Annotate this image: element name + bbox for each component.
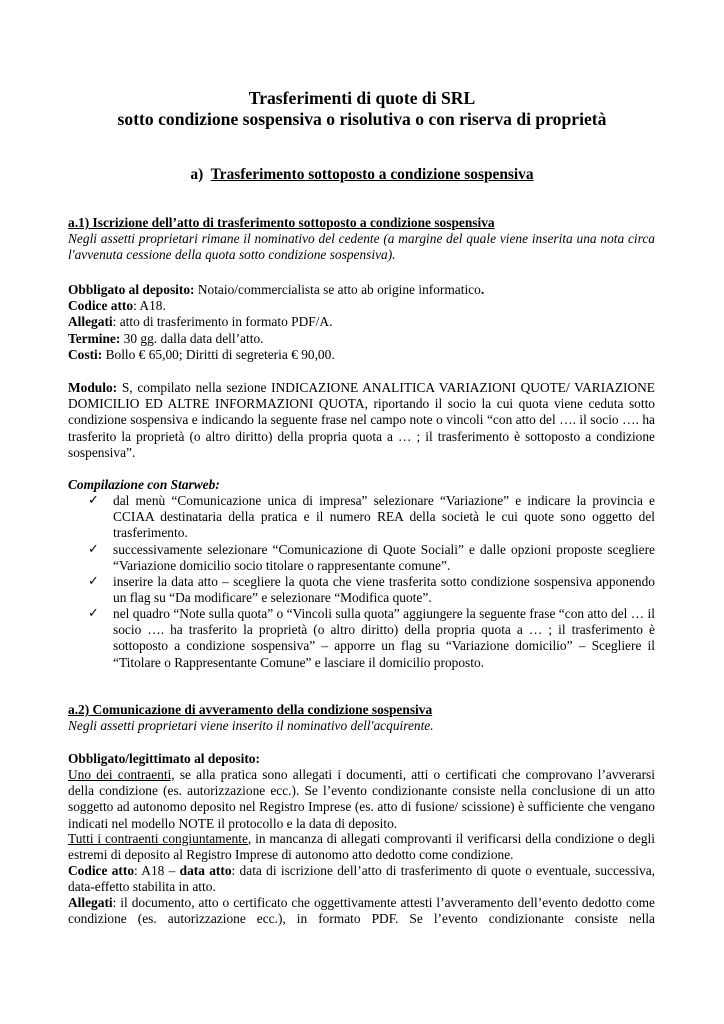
a2-codice-text: : data di iscrizione dell’atto di trasferimento di quote o eventuale, successiva, data-effetto stabilita in atto. [68, 863, 656, 895]
a1-starweb-heading-block [68, 477, 655, 493]
a1-deposit-line [68, 282, 655, 298]
a1-heading-block [68, 215, 655, 231]
a1-codice-value: : A18. [133, 298, 166, 314]
a2-allegati-text: : il documento, atto o certificato che oggettivamente attesti l’avveramento dell’evento dedotto come condizione (es. autorizzazione ecc.), in formato PDF. Se l’evento condizionante consiste nella [68, 895, 655, 927]
a2-deposit-label: Obbligato/legittimato al deposito: [68, 751, 260, 766]
a1-deposit-end: . [480, 282, 485, 297]
a2-codice-label: Codice atto [68, 863, 135, 878]
a2-codice-mid: : A18 – [134, 863, 180, 878]
a2-allegati-paragraph [68, 895, 655, 927]
a2-tutti-paragraph [68, 831, 655, 863]
check-icon: ✓ [88, 493, 99, 508]
a1-modulo-text: S, compilato nella sezione INDICAZIONE ANALITICA VARIAZIONI QUOTE/ VARIAZIONE DOMICILIO ED ALTRE INFORMAZIONI QUOTA, riportando il socio la cui quota viene ceduta sotto condizione sospensiva e indicando la seguente frase nel campo note o vincoli “con atto del …. il socio …. ha trasferito la proprietà (o altro diritto) della propria quota a … ; il trasferimento è sottoposto a condizione sospensiva”. [68, 380, 655, 460]
a1-codice-line [68, 298, 655, 314]
a2-tutti-text: , in mancanza di allegati comprovanti il verificarsi della condizione o degli estremi di deposito al Registro Imprese di autonomo atto dedotto come condizione. [68, 831, 655, 863]
a1-details [68, 282, 655, 363]
check-icon: ✓ [88, 606, 99, 621]
a2-contraenti-label: Uno dei contraenti, [68, 767, 175, 782]
starweb-step-3: inserire la data atto – scegliere la quota che viene trasferita sotto condizione sospensiva apponendo un flag su “Da modificare” e selezionare “Modifica quote”. [113, 574, 655, 606]
starweb-step-4: nel quadro “Note sulla quota” o “Vincoli sulla quota” aggiungere la seguente frase “con atto del … il socio …. ha trasferito la proprietà (o altro diritto) della propria quota a … ; il trasferimento è sottoposto a condizione sospensiva” – apporre un flag su “Variazione domicilio” – Scegliere il “Titolare o Rappresentante Comune” e lasciare il domicilio proposto. [113, 606, 655, 670]
a2-deposit-heading-block [68, 751, 655, 767]
a1-allegati-value: : atto di trasferimento in formato PDF/A. [112, 314, 333, 330]
a1-termine-value: 30 gg. dalla data dell’atto. [120, 330, 264, 346]
starweb-step-2: successivamente selezionare “Comunicazione di Quote Sociali” e dalle opzioni proposte scegliere “Variazione domicilio socio titolare o rappresentante comune”. [113, 542, 655, 574]
a2-data-label: data atto [179, 863, 232, 878]
a1-codice-label: Codice atto [68, 298, 134, 314]
a1-modulo-paragraph [68, 380, 655, 461]
check-icon: ✓ [88, 574, 99, 589]
a1-costi-line [68, 347, 655, 363]
a1-modulo-label: Modulo: [68, 380, 118, 395]
check-icon: ✓ [88, 542, 99, 557]
a1-starweb-heading: Compilazione con Starweb: [68, 477, 220, 492]
document-title [60, 88, 664, 130]
starweb-step-1: dal menù “Comunicazione unica di impresa” selezionare “Variazione” e indicare la provincia e CCIAA destinataria della pratica e il numero REA della società le cui quote sono oggetto del trasferimento. [113, 493, 655, 541]
a1-allegati-label: Allegati [68, 314, 113, 330]
a1-deposit-label: Obbligato al deposito: [68, 282, 195, 297]
section-a-marker: a) [190, 166, 204, 183]
a2-note: Negli assetti proprietari viene inserito il nominativo dell'acquirente. [68, 718, 434, 733]
a2-tutti-label: Tutti i contraenti congiuntamente [68, 831, 248, 846]
a1-heading: a.1) Iscrizione dell’atto di trasferimento sottoposto a condizione sospensiva [68, 215, 495, 230]
a1-termine-line [68, 331, 655, 347]
section-a-heading [60, 165, 664, 184]
a2-contraenti-paragraph [68, 767, 655, 832]
a2-heading-block [68, 702, 655, 718]
a2-heading: a.2) Comunicazione di avveramento della condizione sospensiva [68, 702, 433, 717]
a1-costi-value: Bollo € 65,00; Diritti di segreteria € 90,00. [102, 346, 335, 362]
title-line-2: sotto condizione sospensiva o risolutiva o con riserva di proprietà [117, 109, 607, 129]
a1-allegati-line [68, 314, 655, 330]
a2-contraenti-text: se alla pratica sono allegati i documenti, atti o certificati che comprovano l’avverarsi della condizione (es. autorizzazione ecc.). Se l’evento condizionante consiste nella conclusione di un atto soggetto ad autonomo deposito nel Registro Imprese (es. atto di fusione/ scissione) è sufficiente che vengano indicati nel modello NOTE il protocollo e la data di deposito. [68, 767, 655, 831]
a1-deposit-value: Notaio/commercialista se atto ab origine informatico [194, 282, 481, 297]
a1-costi-label: Costi: [68, 346, 103, 362]
title-line-1: Trasferimenti di quote di SRL [248, 88, 476, 108]
a2-allegati-label: Allegati [68, 895, 113, 910]
section-a-title: Trasferimento sottoposto a condizione sospensiva [210, 166, 534, 183]
a1-termine-label: Termine: [68, 330, 121, 346]
a2-codice-paragraph [68, 863, 655, 895]
a1-note: Negli assetti proprietari rimane il nominativo del cedente (a margine del quale viene inserita una nota circa l'avvenuta cessione della quota sotto condizione sospensiva). [68, 231, 655, 263]
